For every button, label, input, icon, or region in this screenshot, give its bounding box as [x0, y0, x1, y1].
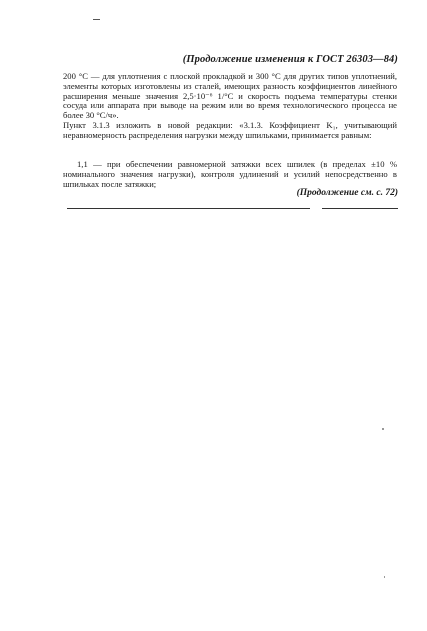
- page-mark: [93, 19, 100, 20]
- separator-gap: [310, 207, 322, 210]
- paragraph-text: 200 °C — для уплотнения с плоской прокладкой и 300 °C для других типов уплотнений, элементы которых изготовлены из сталей, имеющих разность коэффициентов линейного расширения меньше значения 2,5·10⁻⁶ 1/°C и скорость подъема температуры стенки сосуда или аппарата при выводе на режим или во время технологического процесса не более 30 °C/ч».: [63, 71, 397, 121]
- scan-speck: [384, 576, 385, 578]
- page-header: (Продолжение изменения к ГОСТ 26303—84): [182, 54, 398, 65]
- separator-line: [67, 208, 398, 209]
- paragraph-temperature-limits: [63, 72, 397, 121]
- continuation-note: (Продолжение см. с. 72): [296, 188, 398, 198]
- paragraph-clause-3-1-3: [63, 121, 397, 141]
- paragraph-text: Пункт 3.1.3 изложить в новой редакции: «3.1.3. Коэффициент K₁, учитывающий неравномерность распределения нагрузки между шпильками, принимается равным:: [63, 120, 397, 140]
- scan-speck: [382, 428, 384, 430]
- paragraph-coefficient-value: [63, 160, 397, 189]
- paragraph-text: 1,1 — при обеспечении равномерной затяжки всех шпилек (в пределах ±10 % номинального значения нагрузки), контроля удлинений и усилий непосредственно в шпильках после затяжки;: [63, 159, 397, 189]
